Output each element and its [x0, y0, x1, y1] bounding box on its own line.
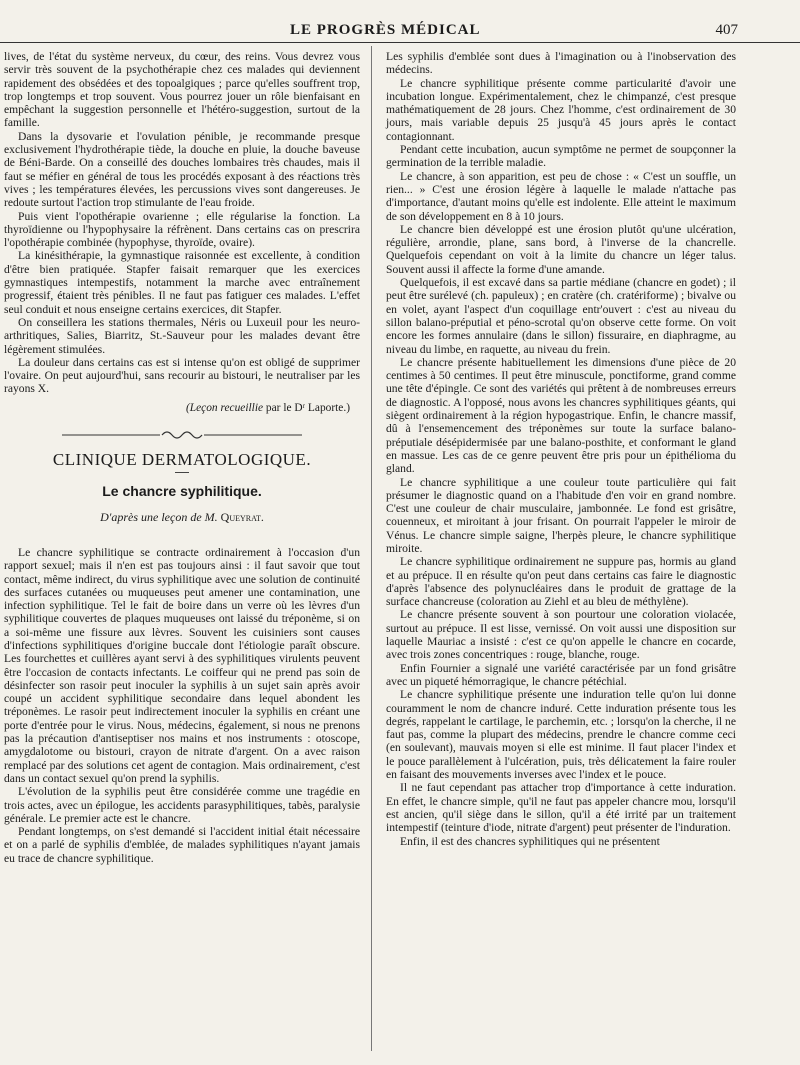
paragraph: lives, de l'état du système nerveux, du cœur, des reins. Vous devrez vous servir très souvent de la psychothérapie chez ces malades qui deviennent rapidement des obsédées et des topoalgiques ; parce qu'elles souffrent trop, trop longtemps et trop souvent. Vous pourrez jouer un rôle bienfaisant en empêchant la suggestion personnelle et l'hétéro-suggestion, surtout de la famille.: [4, 50, 360, 130]
header-rule: [0, 42, 800, 43]
paragraph: Les syphilis d'emblée sont dues à l'imagination ou à l'inobservation des médecins.: [386, 50, 736, 77]
lecture-signature: [4, 402, 350, 415]
paragraph: Puis vient l'opothérapie ovarienne ; elle régularise la fonction. La thyroïdienne ou l'hypophysaire la réfrènent. Dans certains cas on prescrira l'opothérapie combinée (hypophyse, thyroïde, ovaire).: [4, 209, 360, 250]
paragraph: Enfin, il est des chancres syphilitiques qui ne présentent: [400, 834, 660, 848]
paragraph: Le chancre, à son apparition, est peu de chose : « C'est un souffle, un rien... » C'est une érosion légère à laquelle le malade n'attache pas d'importance, d'autant moins qu'elle est indolente. Elle atteint le maximum de son développement en 8 à 10 jours.: [386, 169, 736, 223]
paragraph: L'évolution de la syphilis peut être considérée comme une tragédie en trois actes, avec un épilogue, les accidents parasyphilitiques, tabès, paralysie générale. Le premier acte est le chancre.: [4, 785, 360, 825]
section-title: CLINIQUE DERMATOLOGIQUE.: [52, 450, 312, 470]
paragraph: Pendant longtemps, on s'est demandé si l'accident initial était nécessaire et on a parlé de syphilis d'emblée, de malades syphilitiques n'ayant jamais eu trace de chancre syphilitique.: [4, 825, 360, 865]
paragraph: Il ne faut cependant pas attacher trop d'importance à cette induration. En effet, le chancre simple, qu'il ne faut pas appeler chancre mou, lorsqu'il est ancien, qu'il siège dans le sillon, qu'il a été irrité par un traitement intempestif (teinture d'iode, nitrate d'argent) peut présenter de l'induration.: [386, 781, 736, 835]
paragraph: Le chancre syphilitique ordinairement ne suppure pas, hormis au gland et au prépuce. Il en résulte qu'on peut dans certains cas faire le diagnostic d'après l'absence des polynucléaires dans le produit de grattage de la surface chancreuse (coloration au Ziehl et au bleu de méthylène).: [386, 555, 736, 609]
paragraph: Le chancre bien développé est une érosion plutôt qu'une ulcération, régulière, arrondie, plane, sans bord, à l'inverse de la chancrelle. Quelquefois cependant on voit à la limite du chancre un léger talus. Souvent aussi il affecte la forme d'une amande.: [386, 222, 736, 276]
paragraph: Quelquefois, il est excavé dans sa partie médiane (chancre en godet) ; il peut être surélevé (ch. papuleux) ; en cratère (ch. cratériforme) ; bivalve ou en volet, ayant l'aspect d'un coquillage entr'ouvert : c'est au niveau du sillon balano-préputial et péno-scrotal qu'on observe cette forme. On voit encore les formes annulaire (dans le sillon) fissuraire, en diaphragme, au niveau du limbe, en raquette, au niveau du frein.: [386, 276, 736, 356]
page-number: 407: [715, 22, 738, 38]
right-column: [386, 50, 736, 848]
paragraph: Le chancre présente habituellement les dimensions d'une pièce de 20 centimes à 50 centimes. Il peut être minuscule, ponctiforme, grand comme une tête d'épingle. Ce sont des variétés qui prêtent à de nombreuses erreurs de diagnostic. A l'opposé, nous avons les chancres syphilitiques géants, qui siègent ordinairement à la région hypogastrique. Enfin, le chancre massif, dû à l'ensemencement des tréponèmes sur toute la surface balano-préputiale désépidermisée par une balano-posthite, et conformant le gland en massue. Les cas de ce genre peuvent être pris pour un épithélioma du gland.: [386, 355, 736, 476]
byline-prefix: D'après une leçon de M.: [100, 509, 218, 524]
paragraph: Dans la dysovarie et l'ovulation pénible, je recommande presque exclusivement l'hydrothérapie tiède, la douche en pluie, la douche baveuse de Béni-Barde. On a conseillé des douches lombaires très chaudes, mais il faut se méfier en général de tous les procédés exposant à des réactions très vives ; les températures élevées, les percussions vives sont dangereuses. Je redoute surtout l'action trop stimulante de l'eau froide.: [4, 129, 360, 210]
paragraph: On conseillera les stations thermales, Néris ou Luxeuil pour les neuro-arthritiques, Salies, Biarritz, St.-Sauveur pour les malades devant être légèrement stimulées.: [4, 315, 360, 356]
signature-author: par le Dʳ Laporte.): [265, 401, 350, 414]
paragraph: Le chancre syphilitique présente une induration telle qu'on lui donne couramment le nom de chancre induré. Cette induration présente tous les degrés, rappelant le cartilage, le parchemin, etc. ; lorsqu'on la cherche, il ne faut pas, comme la plupart des médecins, prendre le chancre comme ceci (en soulevant), mauvais moyen si elle est minime. Il faut placer l'index et le pouce parallèlement à l'ulcération, puis, très délicatement la faire rouler en faisant des mouvements inverses avec l'index et le pouce.: [386, 688, 736, 782]
paragraph: Le chancre syphilitique présente comme particularité d'avoir une incubation longue. Expérimentalement, chez le chimpanzé, c'est presque mathématiquement de 28 jours. Chez l'homme, c'est ordinairement de 30 jours, mais variable depuis 25 jusqu'à 45 jours après le contact contagionnant.: [386, 76, 736, 143]
title-rule: [175, 472, 189, 473]
column-divider: [371, 46, 372, 1051]
paragraph: Le chancre syphilitique a une couleur toute particulière qui fait présumer le diagnostic quand on a l'habitude d'en voir en grand nombre. C'est une couleur de chair musculaire, jambonnée. Le fond est grisâtre, couenneux, et miroitant à jour frisant. On pourrait l'appeler le miroir de Vénus. Le chancre simple saigne, l'herpès pleure, le chancre syphilitique miroite.: [386, 475, 736, 555]
section-divider-ornament: [62, 429, 302, 441]
paragraph: Pendant cette incubation, aucun symptôme ne permet de soupçonner la germination de la terrible maladie.: [386, 143, 736, 170]
paragraph: Le chancre présente souvent à son pourtour une coloration violacée, surtout au prépuce. Il est lisse, vernissé. On voit aussi une disposition sur laquelle Mauriac a insisté : c'est ce qu'on appelle le chancre en cocarde, avec trois zones concentriques : rouge, blanche, rouge.: [386, 608, 736, 662]
paragraph: Enfin Fournier a signalé une variété caractérisée par un fond grisâtre avec un piqueté hémorragique, le chancre pétéchial.: [386, 661, 736, 688]
article-title: Le chancre syphilitique.: [102, 483, 262, 500]
paragraph: Le chancre syphilitique se contracte ordinairement à l'occasion d'un rapport sexuel; mais il n'en est pas toujours ainsi : il faut savoir que tout contact, même indirect, du virus syphilitique avec une solution de continuité des surfaces cutanées ou muqueuses peut amener une contamination, une infection syphilitique. Tel le fait de boire dans un verre où les lèvres d'un syphilitique couvertes de plaques muqueuses ont laissé du tréponème, si on a soi-même une fissure aux lèvres. Souvent les cuisiniers sont causes d'infections syphilitiques d'origine buccale dont l'étiologie paraît obscure. Les fourchettes et cuillères ayant servi à des syphilitiques virulents peuvent être l'occasion de contacts infectants. Le coiffeur qui ne prend pas soin de désinfecter son rasoir peut inoculer la syphilis à un sujet sain après avoir coupé un accident syphilitique secondaire dans lequel abondent les tréponèmes. Le rasoir peut indirectement inoculer la syphilis en créant une porte d'entrée pour le virus. Nous, médecins, également, si nous ne prenons pas la précaution d'antiseptiser nos mains et nos instruments : otoscope, amygdalotome ou bistouri, crayon de nitrate d'argent. On a avec raison remplacé par des solutions cet agent de contagion. Mais ordinairement, c'est dans un contact sexuel qu'on prend la syphilis.: [4, 545, 360, 785]
paragraph: La douleur dans certains cas est si intense qu'on est obligé de supprimer l'ovaire. On peut aujourd'hui, sans recourir au bistouri, le neutraliser par les rayons X.: [4, 355, 360, 396]
left-column: [4, 50, 360, 865]
journal-title: LE PROGRÈS MÉDICAL: [290, 22, 481, 38]
article-byline: [4, 511, 360, 524]
paragraph: La kinésithérapie, la gymnastique raisonnée est excellente, à condition d'être bien pratiquée. Stapfer faisait remarquer que les exercices gymnastiques intempestifs, notamment la marche avec entraînement progressif, étaient très pénibles. Il ne faut pas fatiguer ces malades. L'effet seul conduit et nous enseigne certains exercices, dit Stapfer.: [4, 249, 360, 316]
byline-author: Queyrat.: [220, 509, 264, 524]
signature-prefix: (Leçon recueillie: [185, 401, 264, 414]
